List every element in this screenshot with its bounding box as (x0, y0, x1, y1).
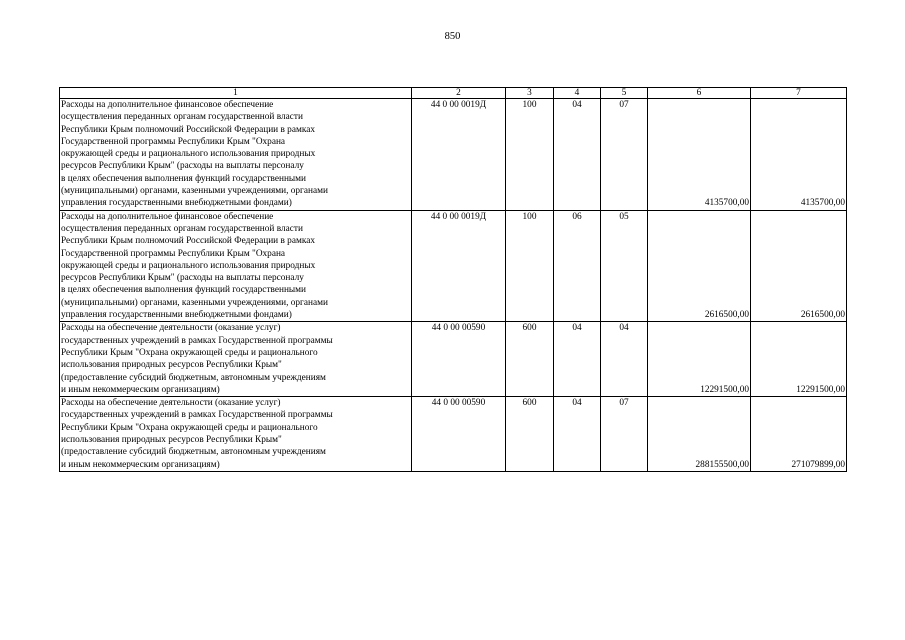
table-row (60, 99, 847, 211)
description-line: Республики Крым полномочий Российской Федерации в рамках (61, 124, 315, 135)
budget-table (59, 87, 847, 472)
description-line: Расходы на дополнительное финансовое обеспечение (61, 211, 274, 222)
section-code: 06 (554, 210, 601, 322)
target-code: 44 0 00 00590 (412, 397, 506, 472)
table-row (60, 322, 847, 397)
section-code: 04 (554, 397, 601, 472)
amount-col7: 2616500,00 (751, 210, 847, 322)
subsection-code: 05 (601, 210, 648, 322)
description-line: в целях обеспечения выполнения функций государственными (61, 285, 307, 296)
description-line: окружающей среды и рационального использования природных (61, 149, 316, 160)
section-code: 04 (554, 99, 601, 211)
subsection-code: 07 (601, 99, 648, 211)
column-header: 2 (412, 88, 506, 99)
description-line: управления государственными внебюджетными фондами) (61, 198, 292, 209)
row-description (60, 210, 412, 322)
description-line: Республики Крым полномочий Российской Федерации в рамках (61, 236, 315, 247)
description-line: использования природных ресурсов Республики Крым" (61, 435, 282, 446)
column-header: 7 (751, 88, 847, 99)
description-line: ресурсов Республики Крым" (расходы на выплаты персоналу (61, 273, 304, 284)
description-line: в целях обеспечения выполнения функций государственными (61, 173, 307, 184)
description-line: использования природных ресурсов Республики Крым" (61, 360, 282, 371)
row-description (60, 99, 412, 211)
description-line: осуществления переданных органам государственной власти (61, 112, 303, 123)
expense-type: 600 (506, 397, 554, 472)
description-line: Республики Крым "Охрана окружающей среды и рационального (61, 347, 318, 358)
target-code: 44 0 00 0019Д (412, 99, 506, 211)
expense-type: 100 (506, 99, 554, 211)
amount-col6: 12291500,00 (648, 322, 751, 397)
section-code: 04 (554, 322, 601, 397)
description-line: (муниципальными) органами, казенными учреждениями, органами (61, 186, 328, 197)
amount-col7: 12291500,00 (751, 322, 847, 397)
amount-col7: 4135700,00 (751, 99, 847, 211)
description-line: (предоставление субсидий бюджетным, автономным учреждениям (61, 372, 326, 383)
row-description (60, 397, 412, 472)
description-line: (предоставление субсидий бюджетным, автономным учреждениям (61, 447, 326, 458)
description-line: управления государственными внебюджетными фондами) (61, 310, 292, 321)
column-header: 3 (506, 88, 554, 99)
column-header: 4 (554, 88, 601, 99)
description-line: Расходы на обеспечение деятельности (оказание услуг) (61, 323, 281, 334)
description-line: ресурсов Республики Крым" (расходы на выплаты персоналу (61, 161, 304, 172)
description-line: государственных учреждений в рамках Государственной программы (61, 335, 333, 346)
expense-type: 100 (506, 210, 554, 322)
amount-col6: 288155500,00 (648, 397, 751, 472)
target-code: 44 0 00 00590 (412, 322, 506, 397)
subsection-code: 04 (601, 322, 648, 397)
subsection-code: 07 (601, 397, 648, 472)
description-line: Государственной программы Республики Крым "Охрана (61, 248, 286, 259)
target-code: 44 0 00 0019Д (412, 210, 506, 322)
column-header: 6 (648, 88, 751, 99)
column-header: 5 (601, 88, 648, 99)
description-line: государственных учреждений в рамках Государственной программы (61, 410, 333, 421)
amount-col7: 271079899,00 (751, 397, 847, 472)
header-row (60, 88, 847, 99)
table-row (60, 397, 847, 472)
description-line: Государственной программы Республики Крым "Охрана (61, 136, 286, 147)
amount-col6: 4135700,00 (648, 99, 751, 211)
description-line: Расходы на обеспечение деятельности (оказание услуг) (61, 398, 281, 409)
description-line: Республики Крым "Охрана окружающей среды и рационального (61, 422, 318, 433)
description-line: окружающей среды и рационального использования природных (61, 260, 316, 271)
expense-type: 600 (506, 322, 554, 397)
row-description (60, 322, 412, 397)
description-line: Расходы на дополнительное финансовое обеспечение (61, 100, 274, 110)
description-line: (муниципальными) органами, казенными учреждениями, органами (61, 297, 328, 308)
description-line: и иным некоммерческим организациям) (61, 384, 220, 395)
amount-col6: 2616500,00 (648, 210, 751, 322)
column-header: 1 (60, 88, 412, 99)
description-line: осуществления переданных органам государственной власти (61, 223, 303, 234)
description-line: и иным некоммерческим организациям) (61, 459, 220, 470)
table-row (60, 210, 847, 322)
page-number: 850 (444, 31, 461, 42)
